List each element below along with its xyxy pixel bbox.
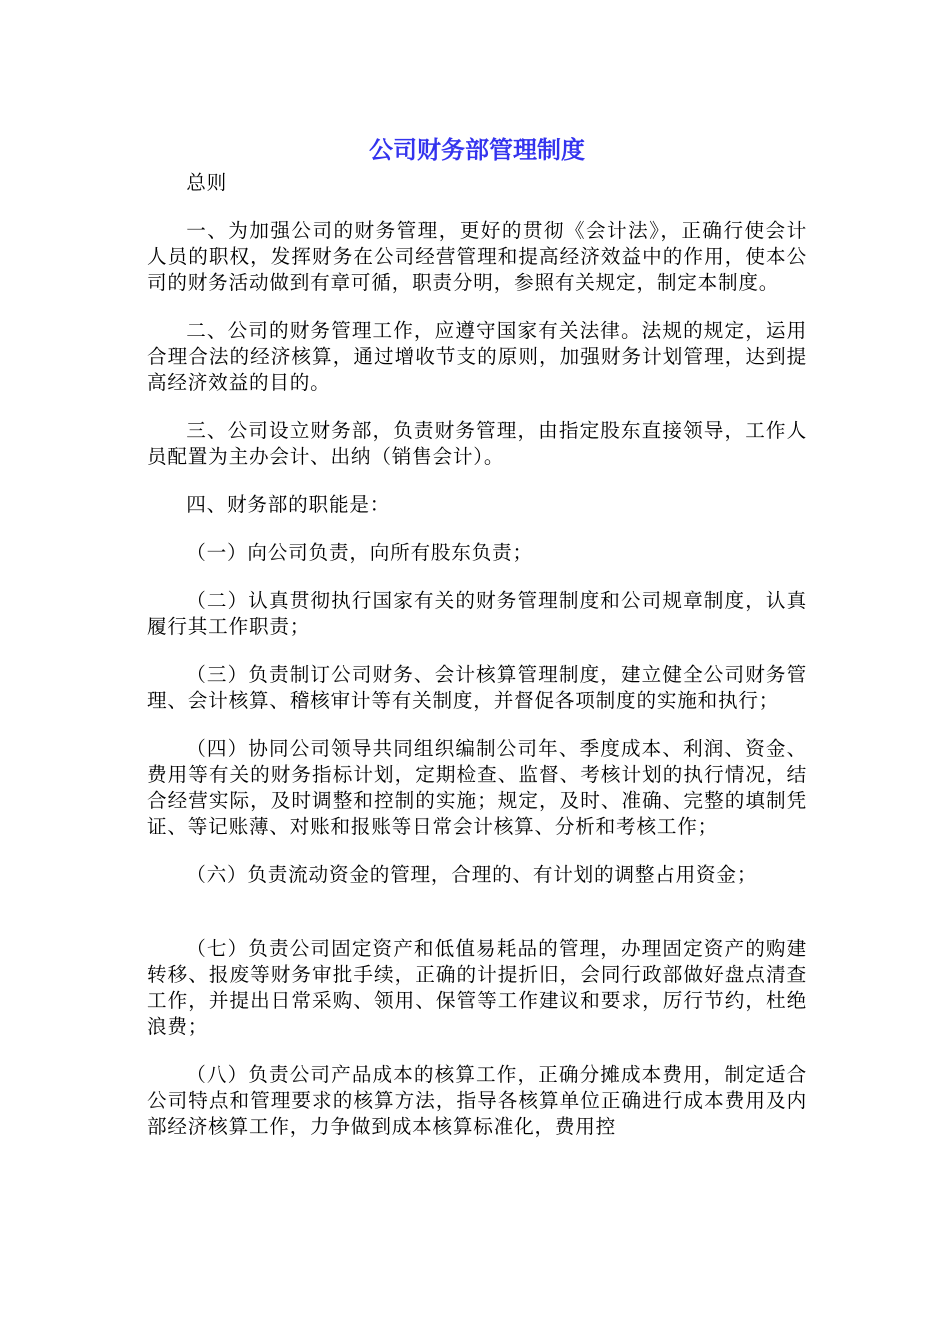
list-item-duty-2: （二）认真贯彻执行国家有关的财务管理制度和公司规章制度，认真履行其工作职责； bbox=[147, 589, 807, 638]
paragraph-article-1: 一、为加强公司的财务管理，更好的贯彻《会计法》，正确行使会计人员的职权，发挥财务在公司经营管理和提高经济效益中的作用，使本公司的财务活动做到有章可循，职责分明，参照有关规定，制定本制度。 bbox=[147, 219, 807, 294]
document-title: 公司财务部管理制度 bbox=[369, 136, 585, 164]
list-item-duty-7: （七）负责公司固定资产和低值易耗品的管理，办理固定资产的购建转移、报废等财务审批手续，正确的计提折旧，会同行政部做好盘点清查工作，并提出日常采购、领用、保管等工作建议和要求，厉行节约，杜绝浪费； bbox=[147, 937, 807, 1038]
paragraph-article-4-intro: 四、财务部的职能是： bbox=[186, 493, 391, 516]
list-item-duty-3: （三）负责制订公司财务、会计核算管理制度，建立健全公司财务管理、会计核算、稽核审计等有关制度，并督促各项制度的实施和执行； bbox=[147, 663, 807, 712]
list-item-duty-1: （一）向公司负责，向所有股东负责； bbox=[186, 541, 533, 564]
paragraph-article-2: 二、公司的财务管理工作，应遵守国家有关法律。法规的规定，运用合理合法的经济核算，通过增收节支的原则，加强财务计划管理，达到提高经济效益的目的。 bbox=[147, 319, 807, 394]
list-item-duty-6: （六）负责流动资金的管理，合理的、有计划的调整占用资金； bbox=[186, 863, 758, 886]
paragraph-article-3: 三、公司设立财务部，负责财务管理，由指定股东直接领导，工作人员配置为主办会计、出纳（销售会计）。 bbox=[147, 419, 807, 468]
list-item-duty-8: （八）负责公司产品成本的核算工作，正确分摊成本费用，制定适合公司特点和管理要求的核算方法，指导各核算单位正确进行成本费用及内部经济核算工作，力争做到成本核算标准化，费用控 bbox=[147, 1063, 807, 1138]
section-heading-general: 总则 bbox=[186, 171, 227, 194]
document-page bbox=[147, 132, 807, 1140]
list-item-duty-4: （四）协同公司领导共同组织编制公司年、季度成本、利润、资金、费用等有关的财务指标计划，定期检查、监督、考核计划的执行情况，结合经营实际，及时调整和控制的实施；规定，及时、准确、完整的填制凭证、等记账薄、对账和报账等日常会计核算、分析和考核工作； bbox=[147, 737, 807, 838]
